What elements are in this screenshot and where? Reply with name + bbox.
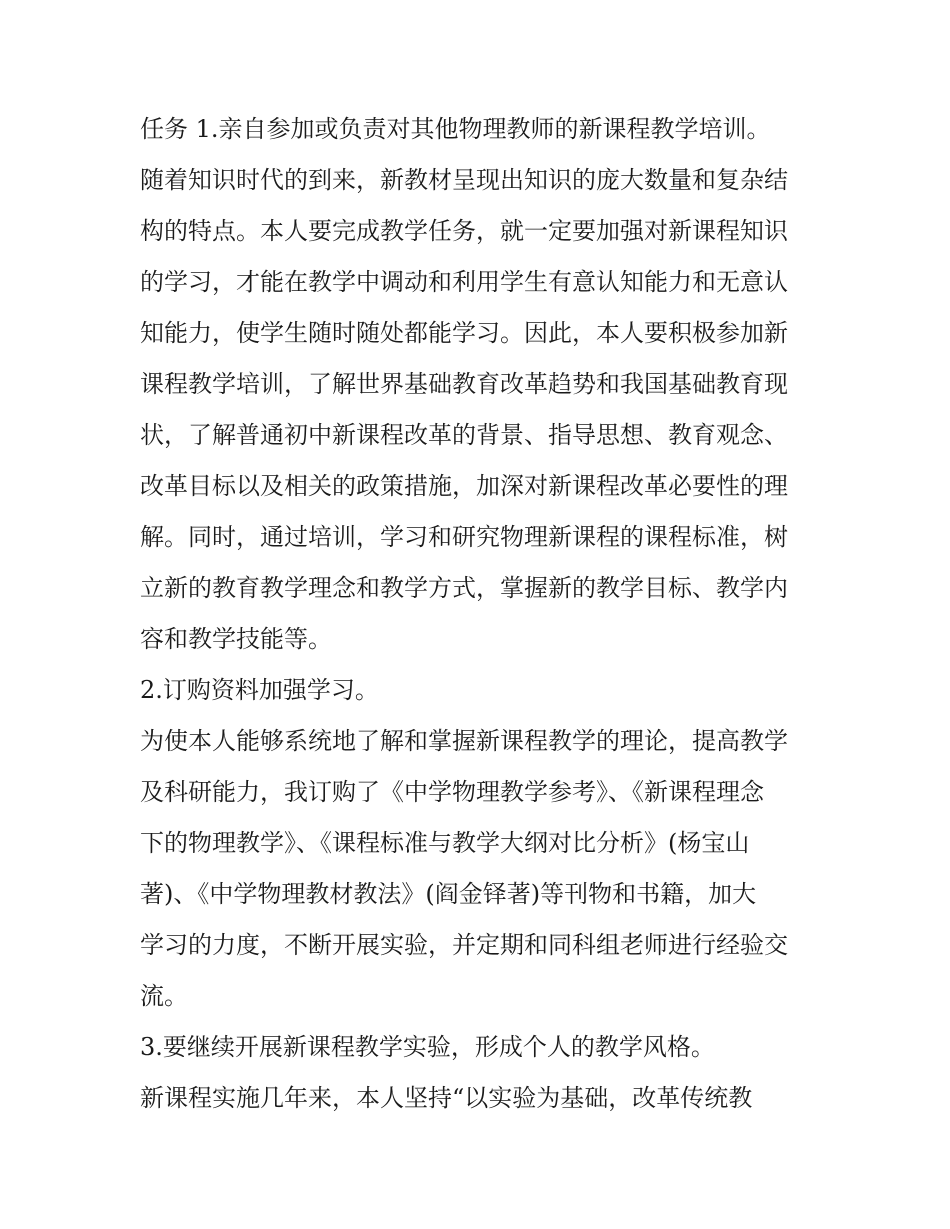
paragraph-line: 立新的教育教学理念和教学方式，掌握新的教学目标、教学内 <box>140 574 788 602</box>
task3-heading: 3.要继续开展新课程教学实验，形成个人的教学风格。 <box>140 1033 715 1061</box>
task1-heading: 任务 1.亲自参加或负责对其他物理教师的新课程教学培训。 <box>140 115 771 143</box>
paragraph-line: 学习的力度，不断开展实验，并定期和同科组老师进行经验交 <box>140 931 788 959</box>
document-body <box>140 104 820 1124</box>
paragraph-line: 流。 <box>140 982 188 1010</box>
paragraph-line: 随着知识时代的到来，新教材呈现出知识的庞大数量和复杂结 <box>140 166 788 194</box>
paragraph-line: 状，了解普通初中新课程改革的背景、指导思想、教育观念、 <box>140 421 788 449</box>
paragraph-line: 改革目标以及相关的政策措施，加深对新课程改革必要性的理 <box>140 472 788 500</box>
paragraph-line: 新课程实施几年来，本人坚持“以实验为基础，改革传统教 <box>140 1084 753 1112</box>
paragraph-line: 的学习，才能在教学中调动和利用学生有意认知能力和无意认 <box>140 268 788 296</box>
paragraph-line: 构的特点。本人要完成教学任务，就一定要加强对新课程知识 <box>140 217 788 245</box>
paragraph-line: 著)、《中学物理教材教法》(阎金铎著)等刊物和书籍，加大 <box>140 880 757 908</box>
paragraph-line: 课程教学培训，了解世界基础教育改革趋势和我国基础教育现 <box>140 370 788 398</box>
paragraph-line: 解。同时，通过培训，学习和研究物理新课程的课程标准，树 <box>140 523 788 551</box>
paragraph-line: 及科研能力，我订购了《中学物理教学参考》、《新课程理念 <box>140 778 764 806</box>
paragraph-line: 下的物理教学》、《课程标准与教学大纲对比分析》(杨宝山 <box>140 829 750 857</box>
paragraph-line: 知能力，使学生随时随处都能学习。因此，本人要积极参加新 <box>140 319 788 347</box>
paragraph-line: 容和教学技能等。 <box>140 625 332 653</box>
paragraph-line: 为使本人能够系统地了解和掌握新课程教学的理论，提高教学 <box>140 727 788 755</box>
task2-heading: 2.订购资料加强学习。 <box>140 676 379 704</box>
